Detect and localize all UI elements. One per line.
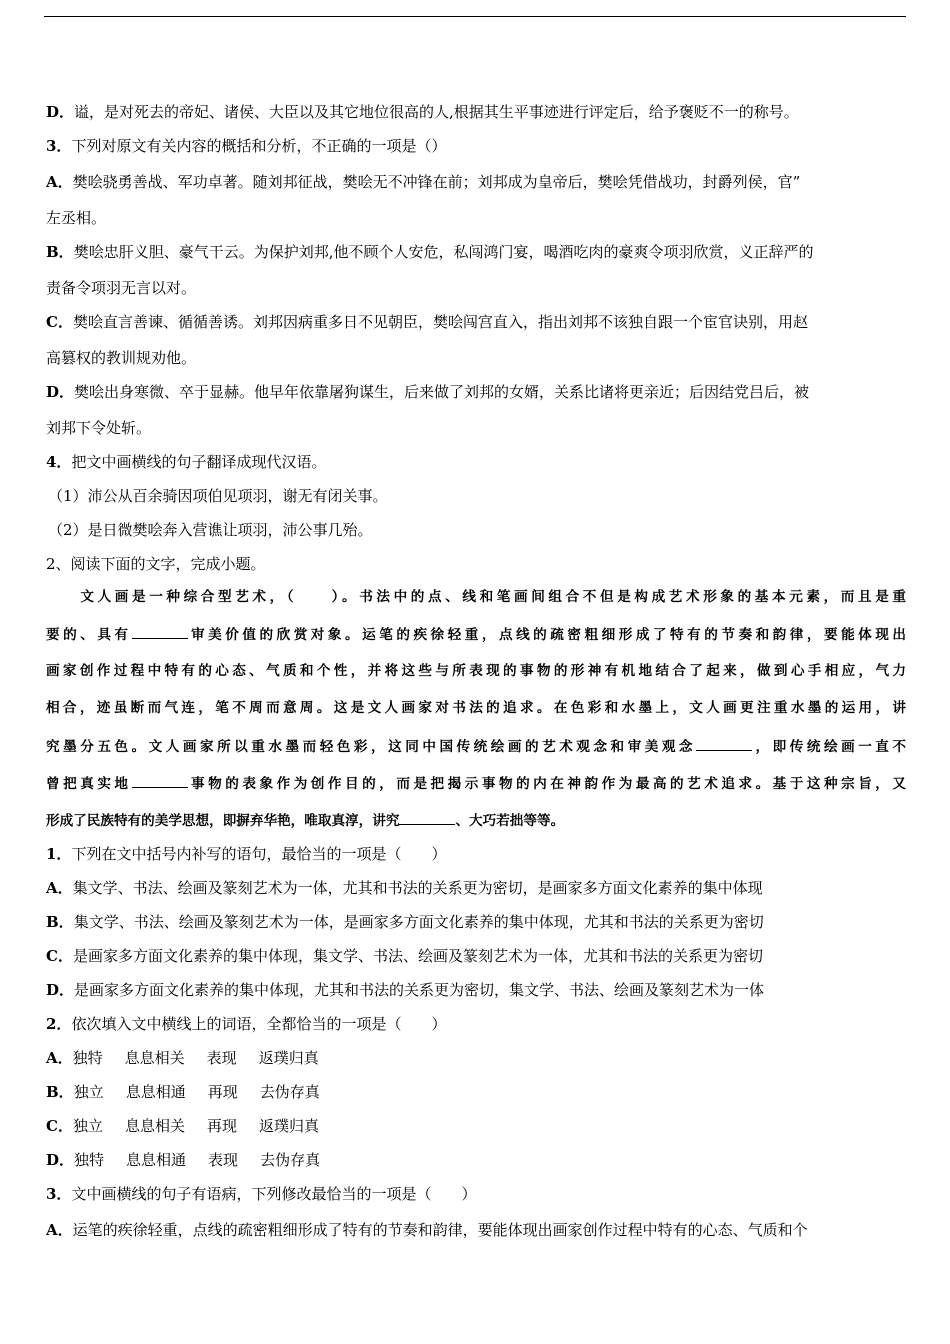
s2-q2-option-a <box>46 1048 341 1068</box>
fill-blank-3 <box>132 773 188 788</box>
s2-q2-option-d <box>46 1150 342 1170</box>
passage-text: ，即传统绘画一直不 <box>752 739 906 755</box>
passage-line-5 <box>46 736 906 757</box>
s2-q1-option-b <box>46 912 906 932</box>
option-text: 樊哙忠肝义胆、豪气干云。为保护刘邦,他不顾个人安危，私闯鸿门宴，喝酒吃肉的豪爽令项羽欣赏，义正辞严的 <box>73 243 814 261</box>
option-word: 独立 <box>72 1117 103 1135</box>
option-word: 息息相通 <box>126 1151 187 1169</box>
item-d-line <box>46 102 906 122</box>
option-word: 独立 <box>73 1083 104 1101</box>
option-word: 独特 <box>74 1151 105 1169</box>
option-word: 息息相关 <box>124 1117 185 1135</box>
option-label: C． <box>46 947 73 965</box>
option-label: A． <box>46 1049 73 1067</box>
question-text: 依次填入文中横线上的词语，全都恰当的一项是（ ） <box>71 1015 447 1033</box>
option-label: C． <box>46 313 73 331</box>
option-word: 独特 <box>72 1049 103 1067</box>
passage-line-7 <box>46 810 906 831</box>
passage-line-4: 相合，迹虽断而气连，笔不周而意周。这是文人画家对书法的追求。在色彩和水墨上，文人画更注重水墨的运用，讲 <box>46 700 906 716</box>
option-word: 表现 <box>206 1049 237 1067</box>
fill-blank-2 <box>696 736 752 751</box>
q3-option-b-line1 <box>46 242 906 262</box>
section-2-heading: 2、阅读下面的文字，完成小题。 <box>46 555 266 573</box>
question-number: 4． <box>46 453 72 471</box>
passage-line-2 <box>46 624 906 645</box>
option-label: A． <box>46 173 73 191</box>
option-word: 息息相关 <box>124 1049 185 1067</box>
q3-option-c-line2: 高篡权的教训规劝他。 <box>46 349 197 367</box>
passage-line-3: 画家创作过程中特有的心态、气质和个性，并将这些与所表现的事物的形神有机地结合了起来，做到心手相应，气力 <box>46 663 906 679</box>
s2-q2-option-c <box>46 1116 341 1136</box>
question-text: 下列对原文有关内容的概括和分析，不正确的一项是（） <box>71 137 447 155</box>
q4-item-2: （2）是日微樊哙奔入营谯让项羽，沛公事几殆。 <box>48 521 373 539</box>
option-label: D． <box>46 103 75 121</box>
option-label: B． <box>46 913 74 931</box>
question-text: 文中画横线的句子有语病，下列修改最恰当的一项是（ ） <box>71 1185 477 1203</box>
option-label: D． <box>46 1151 75 1169</box>
option-text: 樊哙直言善谏、循循善诱。刘邦因病重多日不见朝臣，樊哙闯宫直入，指出刘邦不该独自跟一个宦官诀别，用赵 <box>72 313 808 331</box>
passage-text: 要的、具有 <box>46 627 132 643</box>
option-text: 是画家多方面文化素养的集中体现，尤其和书法的关系更为密切，集文学、书法、绘画及篆刻艺术为一体 <box>74 981 765 999</box>
s2-q1-option-a <box>46 878 906 898</box>
option-label: B． <box>46 243 74 261</box>
passage-text: 、大巧若拙等等。 <box>455 813 565 829</box>
option-label: D． <box>46 981 75 999</box>
question-number: 3． <box>46 1185 72 1203</box>
q3-option-a-line2: 左丞相。 <box>46 209 107 227</box>
option-text: 是画家多方面文化素养的集中体现，集文学、书法、绘画及篆刻艺术为一体，尤其和书法的关系更为密切 <box>72 947 763 965</box>
option-text: 樊哙出身寒微、卒于显赫。他早年依靠屠狗谋生，后来做了刘邦的女婿，关系比诸将更亲近；后因结党吕后，被 <box>74 383 810 401</box>
option-word: 返璞归真 <box>259 1117 320 1135</box>
option-text: 樊哙骁勇善战、军功卓著。随刘邦征战，樊哙无不冲锋在前；刘邦成为皇帝后，樊哙凭借战功，封爵列侯，官” <box>72 173 801 191</box>
option-text: 运笔的疾徐轻重，点线的疏密粗细形成了特有的节奏和韵律，要能体现出画家创作过程中特有的心态、气质和个 <box>72 1221 808 1239</box>
option-text: 集文学、书法、绘画及篆刻艺术为一体，是画家多方面文化素养的集中体现，尤其和书法的关系更为密切 <box>73 913 764 931</box>
option-word: 再现 <box>207 1083 238 1101</box>
passage-text: 审美价值的欣赏对象。运笔的疾徐轻重，点线的疏密粗细形成了特有的节奏和韵律，要能体现出 <box>187 627 906 643</box>
passage-text: 曾把真实地 <box>46 776 132 792</box>
s2-question-1-stem <box>46 844 906 864</box>
option-word: 去伪存真 <box>259 1083 320 1101</box>
header-rule <box>44 16 906 17</box>
passage-line-6 <box>46 773 906 794</box>
option-label: A． <box>46 1221 73 1239</box>
question-number: 2． <box>46 1015 72 1033</box>
option-word: 再现 <box>206 1117 237 1135</box>
question-text: 把文中画横线的句子翻译成现代汉语。 <box>71 453 327 471</box>
s2-q2-option-b <box>46 1082 342 1102</box>
s2-question-2-stem <box>46 1014 906 1034</box>
option-word: 去伪存真 <box>260 1151 321 1169</box>
fill-blank-4 <box>399 810 455 825</box>
passage-text: 事物的表象作为创作目的，而是把揭示事物的内在神韵作为最高的艺术追求。基于这种宗旨，又 <box>187 776 906 792</box>
passage-line-1: 文人画是一种综合型艺术，（ ）。书法中的点、线和笔画间组合不但是构成艺术形象的基本元素，而且是重 <box>46 589 906 605</box>
q4-item-1: （1）沛公从百余骑因项伯见项羽，谢无有闭关事。 <box>48 487 388 505</box>
q3-option-d-line2: 刘邦下令处斩。 <box>46 419 152 437</box>
q3-option-a-line1 <box>46 172 906 192</box>
question-text: 下列在文中括号内补写的语句，最恰当的一项是（ ） <box>71 845 447 863</box>
q3-option-d-line1 <box>46 382 906 402</box>
s2-question-3-stem <box>46 1184 906 1204</box>
option-label: C． <box>46 1117 73 1135</box>
option-label: D． <box>46 383 75 401</box>
option-word: 返璞归真 <box>258 1049 319 1067</box>
question-number: 1． <box>46 845 72 863</box>
passage-text: 究墨分五色。文人画家所以重水墨而轻色彩，这同中国传统绘画的艺术观念和审美观念 <box>46 739 697 755</box>
question-3-stem <box>46 136 906 156</box>
q3-option-c-line1 <box>46 312 906 332</box>
option-word: 表现 <box>208 1151 239 1169</box>
s2-q3-option-a <box>46 1220 906 1240</box>
option-label: A． <box>46 879 73 897</box>
s2-q1-option-c <box>46 946 906 966</box>
fill-blank-1 <box>132 624 188 639</box>
option-label: B． <box>46 1083 74 1101</box>
question-number: 3． <box>46 137 72 155</box>
option-text: 集文学、书法、绘画及篆刻艺术为一体，尤其和书法的关系更为密切，是画家多方面文化素养的集中体现 <box>72 879 763 897</box>
passage-text: 形成了民族特有的美学思想，即摒弃华艳，唯取真淳，讲究 <box>46 813 400 829</box>
option-word: 息息相通 <box>125 1083 186 1101</box>
question-4-stem <box>46 452 906 472</box>
q3-option-b-line2: 责备令项羽无言以对。 <box>46 279 197 297</box>
option-text: 谥，是对死去的帝妃、诸侯、大臣以及其它地位很高的人,根据其生平事迹进行评定后，给予褒贬不一的称号。 <box>74 103 799 121</box>
s2-q1-option-d <box>46 980 906 1000</box>
